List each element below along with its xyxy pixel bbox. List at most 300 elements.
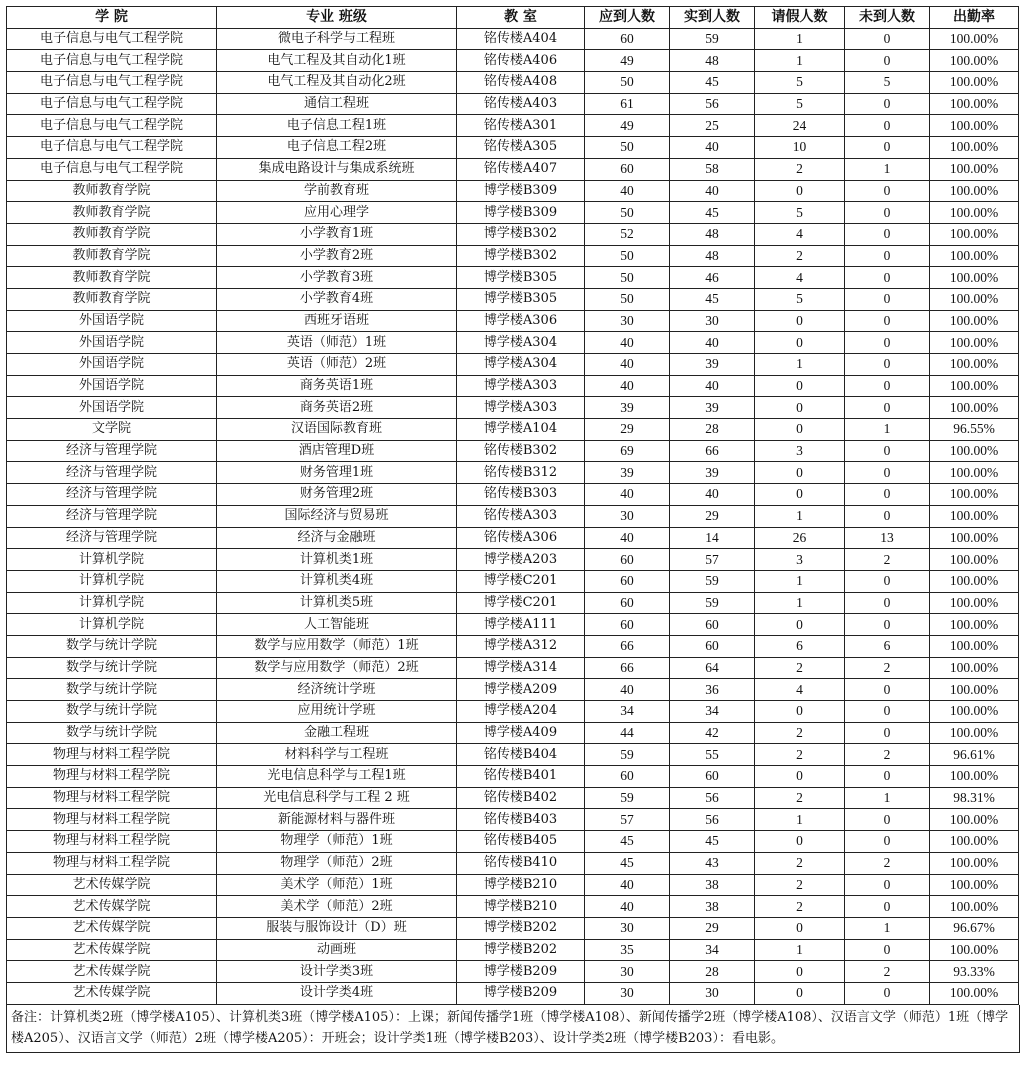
absent-count-cell: 0 (845, 93, 930, 115)
table-row (7, 137, 1019, 159)
attendance-rate-cell: 100.00% (930, 397, 1019, 419)
class-cell: 设计学类4班 (217, 982, 457, 1004)
expected-count-cell: 66 (585, 635, 670, 657)
college-cell: 数学与统计学院 (7, 701, 217, 723)
classroom-cell: 博学楼C201 (457, 570, 585, 592)
classroom-cell: 铭传楼A305 (457, 137, 585, 159)
leave-count-cell: 10 (755, 137, 845, 159)
expected-count-cell: 40 (585, 896, 670, 918)
college-cell: 数学与统计学院 (7, 679, 217, 701)
absent-count-cell: 0 (845, 722, 930, 744)
classroom-cell: 博学楼B309 (457, 202, 585, 224)
attendance-rate-cell: 100.00% (930, 635, 1019, 657)
classroom-cell: 铭传楼B302 (457, 440, 585, 462)
absent-count-cell: 0 (845, 505, 930, 527)
absent-count-cell: 0 (845, 874, 930, 896)
leave-count-cell: 1 (755, 570, 845, 592)
college-cell: 计算机学院 (7, 570, 217, 592)
absent-count-cell: 2 (845, 744, 930, 766)
classroom-cell: 博学楼A111 (457, 614, 585, 636)
classroom-cell: 铭传楼B404 (457, 744, 585, 766)
leave-count-cell: 0 (755, 484, 845, 506)
leave-count-cell: 5 (755, 202, 845, 224)
table-row (7, 809, 1019, 831)
college-cell: 经济与管理学院 (7, 440, 217, 462)
attendance-rate-cell: 100.00% (930, 679, 1019, 701)
college-cell: 经济与管理学院 (7, 527, 217, 549)
table-row (7, 158, 1019, 180)
absent-count-cell: 0 (845, 701, 930, 723)
college-cell: 教师教育学院 (7, 288, 217, 310)
present-count-cell: 59 (670, 28, 755, 50)
college-cell: 电子信息与电气工程学院 (7, 28, 217, 50)
leave-count-cell: 3 (755, 440, 845, 462)
absent-count-cell: 1 (845, 419, 930, 441)
expected-count-cell: 40 (585, 874, 670, 896)
leave-count-cell: 2 (755, 896, 845, 918)
leave-count-cell: 3 (755, 549, 845, 571)
table-row (7, 245, 1019, 267)
expected-count-cell: 40 (585, 679, 670, 701)
college-cell: 经济与管理学院 (7, 505, 217, 527)
classroom-cell: 博学楼A409 (457, 722, 585, 744)
present-count-cell: 56 (670, 93, 755, 115)
attendance-rate-cell: 100.00% (930, 223, 1019, 245)
absent-count-cell: 0 (845, 614, 930, 636)
expected-count-cell: 66 (585, 657, 670, 679)
present-count-cell: 57 (670, 549, 755, 571)
attendance-rate-cell: 100.00% (930, 592, 1019, 614)
table-row (7, 288, 1019, 310)
table-row (7, 202, 1019, 224)
attendance-rate-cell: 98.31% (930, 787, 1019, 809)
leave-count-cell: 4 (755, 267, 845, 289)
present-count-cell: 40 (670, 375, 755, 397)
expected-count-cell: 60 (585, 570, 670, 592)
class-cell: 服装与服饰设计（D）班 (217, 917, 457, 939)
table-row (7, 679, 1019, 701)
table-row (7, 484, 1019, 506)
table-row (7, 961, 1019, 983)
expected-count-cell: 52 (585, 223, 670, 245)
classroom-cell: 博学楼A304 (457, 332, 585, 354)
attendance-rate-cell: 96.67% (930, 917, 1019, 939)
attendance-rate-cell: 100.00% (930, 28, 1019, 50)
attendance-rate-cell: 100.00% (930, 72, 1019, 94)
classroom-cell: 博学楼A304 (457, 354, 585, 376)
absent-count-cell: 0 (845, 137, 930, 159)
attendance-rate-cell: 100.00% (930, 614, 1019, 636)
present-count-cell: 39 (670, 354, 755, 376)
present-count-cell: 58 (670, 158, 755, 180)
attendance-rate-cell: 100.00% (930, 180, 1019, 202)
absent-count-cell: 1 (845, 787, 930, 809)
absent-count-cell: 0 (845, 310, 930, 332)
college-cell: 教师教育学院 (7, 267, 217, 289)
college-cell: 电子信息与电气工程学院 (7, 158, 217, 180)
header-attendance-rate: 出勤率 (930, 7, 1019, 29)
classroom-cell: 博学楼A104 (457, 419, 585, 441)
expected-count-cell: 69 (585, 440, 670, 462)
absent-count-cell: 0 (845, 50, 930, 72)
header-row (7, 7, 1019, 29)
leave-count-cell: 1 (755, 50, 845, 72)
class-cell: 通信工程班 (217, 93, 457, 115)
present-count-cell: 38 (670, 896, 755, 918)
class-cell: 财务管理2班 (217, 484, 457, 506)
leave-count-cell: 2 (755, 852, 845, 874)
table-row (7, 267, 1019, 289)
leave-count-cell: 1 (755, 939, 845, 961)
college-cell: 教师教育学院 (7, 245, 217, 267)
classroom-cell: 博学楼A306 (457, 310, 585, 332)
classroom-cell: 铭传楼B405 (457, 831, 585, 853)
classroom-cell: 铭传楼A407 (457, 158, 585, 180)
class-cell: 电子信息工程1班 (217, 115, 457, 137)
present-count-cell: 38 (670, 874, 755, 896)
expected-count-cell: 60 (585, 766, 670, 788)
classroom-cell: 博学楼A209 (457, 679, 585, 701)
present-count-cell: 56 (670, 787, 755, 809)
expected-count-cell: 49 (585, 115, 670, 137)
table-row (7, 939, 1019, 961)
leave-count-cell: 0 (755, 831, 845, 853)
absent-count-cell: 0 (845, 592, 930, 614)
class-cell: 西班牙语班 (217, 310, 457, 332)
expected-count-cell: 50 (585, 72, 670, 94)
leave-count-cell: 24 (755, 115, 845, 137)
present-count-cell: 14 (670, 527, 755, 549)
class-cell: 光电信息科学与工程1班 (217, 766, 457, 788)
college-cell: 电子信息与电气工程学院 (7, 50, 217, 72)
expected-count-cell: 34 (585, 701, 670, 723)
class-cell: 电子信息工程2班 (217, 137, 457, 159)
classroom-cell: 博学楼B209 (457, 961, 585, 983)
class-cell: 英语（师范）1班 (217, 332, 457, 354)
absent-count-cell: 2 (845, 852, 930, 874)
header-absent: 未到人数 (845, 7, 930, 29)
attendance-rate-cell: 100.00% (930, 766, 1019, 788)
attendance-rate-cell: 100.00% (930, 50, 1019, 72)
college-cell: 计算机学院 (7, 549, 217, 571)
class-cell: 财务管理1班 (217, 462, 457, 484)
college-cell: 物理与材料工程学院 (7, 852, 217, 874)
classroom-cell: 博学楼A314 (457, 657, 585, 679)
present-count-cell: 48 (670, 245, 755, 267)
present-count-cell: 36 (670, 679, 755, 701)
leave-count-cell: 0 (755, 701, 845, 723)
leave-count-cell: 0 (755, 397, 845, 419)
leave-count-cell: 2 (755, 722, 845, 744)
class-cell: 应用心理学 (217, 202, 457, 224)
attendance-rate-cell: 100.00% (930, 722, 1019, 744)
class-cell: 经济统计学班 (217, 679, 457, 701)
attendance-rate-cell: 100.00% (930, 527, 1019, 549)
table-row (7, 50, 1019, 72)
attendance-rate-cell: 100.00% (930, 809, 1019, 831)
absent-count-cell: 0 (845, 570, 930, 592)
header-classroom: 教 室 (457, 7, 585, 29)
absent-count-cell: 0 (845, 332, 930, 354)
leave-count-cell: 2 (755, 158, 845, 180)
classroom-cell: 铭传楼A406 (457, 50, 585, 72)
leave-count-cell: 0 (755, 462, 845, 484)
expected-count-cell: 45 (585, 831, 670, 853)
absent-count-cell: 0 (845, 896, 930, 918)
college-cell: 经济与管理学院 (7, 484, 217, 506)
attendance-rate-cell: 100.00% (930, 505, 1019, 527)
classroom-cell: 铭传楼A301 (457, 115, 585, 137)
table-row (7, 614, 1019, 636)
attendance-rate-cell: 100.00% (930, 245, 1019, 267)
present-count-cell: 43 (670, 852, 755, 874)
expected-count-cell: 39 (585, 397, 670, 419)
present-count-cell: 39 (670, 397, 755, 419)
absent-count-cell: 0 (845, 288, 930, 310)
class-cell: 汉语国际教育班 (217, 419, 457, 441)
leave-count-cell: 0 (755, 180, 845, 202)
class-cell: 应用统计学班 (217, 701, 457, 723)
class-cell: 商务英语2班 (217, 397, 457, 419)
class-cell: 微电子科学与工程班 (217, 28, 457, 50)
expected-count-cell: 30 (585, 310, 670, 332)
college-cell: 经济与管理学院 (7, 462, 217, 484)
table-row (7, 766, 1019, 788)
present-count-cell: 45 (670, 202, 755, 224)
attendance-sheet (6, 6, 1018, 1053)
leave-count-cell: 5 (755, 72, 845, 94)
table-row (7, 93, 1019, 115)
class-cell: 美术学（师范）2班 (217, 896, 457, 918)
attendance-rate-cell: 100.00% (930, 288, 1019, 310)
absent-count-cell: 2 (845, 961, 930, 983)
expected-count-cell: 60 (585, 158, 670, 180)
attendance-rate-cell: 100.00% (930, 982, 1019, 1004)
leave-count-cell: 5 (755, 93, 845, 115)
absent-count-cell: 6 (845, 635, 930, 657)
attendance-rate-cell: 96.55% (930, 419, 1019, 441)
leave-count-cell: 0 (755, 375, 845, 397)
table-row (7, 72, 1019, 94)
leave-count-cell: 1 (755, 354, 845, 376)
college-cell: 教师教育学院 (7, 180, 217, 202)
leave-count-cell: 0 (755, 614, 845, 636)
college-cell: 数学与统计学院 (7, 722, 217, 744)
classroom-cell: 铭传楼B403 (457, 809, 585, 831)
leave-count-cell: 1 (755, 28, 845, 50)
present-count-cell: 34 (670, 701, 755, 723)
classroom-cell: 博学楼B210 (457, 896, 585, 918)
absent-count-cell: 13 (845, 527, 930, 549)
table-row (7, 787, 1019, 809)
class-cell: 英语（师范）2班 (217, 354, 457, 376)
college-cell: 艺术传媒学院 (7, 874, 217, 896)
present-count-cell: 60 (670, 766, 755, 788)
absent-count-cell: 1 (845, 158, 930, 180)
leave-count-cell: 2 (755, 874, 845, 896)
table-row (7, 635, 1019, 657)
table-row (7, 917, 1019, 939)
classroom-cell: 博学楼B202 (457, 917, 585, 939)
attendance-rate-cell: 100.00% (930, 202, 1019, 224)
attendance-rate-cell: 100.00% (930, 657, 1019, 679)
expected-count-cell: 40 (585, 180, 670, 202)
absent-count-cell: 0 (845, 180, 930, 202)
classroom-cell: 博学楼A303 (457, 397, 585, 419)
attendance-rate-cell: 100.00% (930, 549, 1019, 571)
class-cell: 经济与金融班 (217, 527, 457, 549)
attendance-rate-cell: 100.00% (930, 896, 1019, 918)
expected-count-cell: 59 (585, 744, 670, 766)
present-count-cell: 45 (670, 72, 755, 94)
present-count-cell: 59 (670, 592, 755, 614)
attendance-rate-cell: 100.00% (930, 332, 1019, 354)
class-cell: 小学教育2班 (217, 245, 457, 267)
table-row (7, 462, 1019, 484)
table-row (7, 375, 1019, 397)
absent-count-cell: 0 (845, 354, 930, 376)
attendance-rate-cell: 100.00% (930, 137, 1019, 159)
expected-count-cell: 29 (585, 419, 670, 441)
absent-count-cell: 0 (845, 202, 930, 224)
classroom-cell: 铭传楼A306 (457, 527, 585, 549)
attendance-rate-cell: 100.00% (930, 310, 1019, 332)
classroom-cell: 博学楼B309 (457, 180, 585, 202)
table-row (7, 744, 1019, 766)
present-count-cell: 45 (670, 288, 755, 310)
present-count-cell: 56 (670, 809, 755, 831)
table-row (7, 874, 1019, 896)
expected-count-cell: 40 (585, 375, 670, 397)
college-cell: 外国语学院 (7, 332, 217, 354)
expected-count-cell: 39 (585, 462, 670, 484)
present-count-cell: 25 (670, 115, 755, 137)
present-count-cell: 48 (670, 50, 755, 72)
class-cell: 计算机类1班 (217, 549, 457, 571)
class-cell: 计算机类4班 (217, 570, 457, 592)
college-cell: 艺术传媒学院 (7, 939, 217, 961)
expected-count-cell: 30 (585, 505, 670, 527)
college-cell: 数学与统计学院 (7, 635, 217, 657)
table-row (7, 115, 1019, 137)
expected-count-cell: 30 (585, 961, 670, 983)
attendance-rate-cell: 100.00% (930, 939, 1019, 961)
college-cell: 物理与材料工程学院 (7, 744, 217, 766)
class-cell: 电气工程及其自动化1班 (217, 50, 457, 72)
present-count-cell: 40 (670, 332, 755, 354)
expected-count-cell: 57 (585, 809, 670, 831)
expected-count-cell: 35 (585, 939, 670, 961)
classroom-cell: 铭传楼B410 (457, 852, 585, 874)
attendance-rate-cell: 100.00% (930, 701, 1019, 723)
class-cell: 国际经济与贸易班 (217, 505, 457, 527)
expected-count-cell: 50 (585, 267, 670, 289)
absent-count-cell: 0 (845, 679, 930, 701)
expected-count-cell: 45 (585, 852, 670, 874)
class-cell: 金融工程班 (217, 722, 457, 744)
expected-count-cell: 30 (585, 917, 670, 939)
present-count-cell: 66 (670, 440, 755, 462)
college-cell: 计算机学院 (7, 592, 217, 614)
table-row (7, 657, 1019, 679)
table-row (7, 505, 1019, 527)
class-cell: 集成电路设计与集成系统班 (217, 158, 457, 180)
present-count-cell: 40 (670, 484, 755, 506)
leave-count-cell: 4 (755, 679, 845, 701)
classroom-cell: 铭传楼A403 (457, 93, 585, 115)
college-cell: 电子信息与电气工程学院 (7, 115, 217, 137)
college-cell: 物理与材料工程学院 (7, 831, 217, 853)
college-cell: 艺术传媒学院 (7, 917, 217, 939)
absent-count-cell: 0 (845, 223, 930, 245)
attendance-rate-cell: 100.00% (930, 831, 1019, 853)
class-cell: 小学教育1班 (217, 223, 457, 245)
absent-count-cell: 0 (845, 831, 930, 853)
present-count-cell: 28 (670, 419, 755, 441)
class-cell: 数学与应用数学（师范）1班 (217, 635, 457, 657)
college-cell: 外国语学院 (7, 310, 217, 332)
present-count-cell: 46 (670, 267, 755, 289)
college-cell: 电子信息与电气工程学院 (7, 93, 217, 115)
table-row (7, 527, 1019, 549)
classroom-cell: 博学楼B202 (457, 939, 585, 961)
table-row (7, 310, 1019, 332)
present-count-cell: 59 (670, 570, 755, 592)
present-count-cell: 34 (670, 939, 755, 961)
absent-count-cell: 0 (845, 267, 930, 289)
classroom-cell: 铭传楼B312 (457, 462, 585, 484)
classroom-cell: 博学楼B305 (457, 267, 585, 289)
attendance-rate-cell: 100.00% (930, 115, 1019, 137)
class-cell: 小学教育3班 (217, 267, 457, 289)
college-cell: 物理与材料工程学院 (7, 766, 217, 788)
attendance-rate-cell: 100.00% (930, 93, 1019, 115)
leave-count-cell: 1 (755, 505, 845, 527)
classroom-cell: 博学楼A204 (457, 701, 585, 723)
attendance-rate-cell: 100.00% (930, 852, 1019, 874)
present-count-cell: 60 (670, 614, 755, 636)
expected-count-cell: 60 (585, 614, 670, 636)
attendance-table (6, 6, 1019, 1005)
class-cell: 光电信息科学与工程 2 班 (217, 787, 457, 809)
leave-count-cell: 1 (755, 592, 845, 614)
attendance-rate-cell: 100.00% (930, 267, 1019, 289)
table-row (7, 397, 1019, 419)
college-cell: 教师教育学院 (7, 223, 217, 245)
expected-count-cell: 50 (585, 245, 670, 267)
leave-count-cell: 4 (755, 223, 845, 245)
present-count-cell: 29 (670, 505, 755, 527)
college-cell: 数学与统计学院 (7, 657, 217, 679)
college-cell: 教师教育学院 (7, 202, 217, 224)
college-cell: 艺术传媒学院 (7, 961, 217, 983)
absent-count-cell: 0 (845, 939, 930, 961)
table-row (7, 831, 1019, 853)
leave-count-cell: 0 (755, 982, 845, 1004)
table-row (7, 180, 1019, 202)
attendance-rate-cell: 100.00% (930, 484, 1019, 506)
class-cell: 学前教育班 (217, 180, 457, 202)
present-count-cell: 30 (670, 310, 755, 332)
table-row (7, 354, 1019, 376)
class-cell: 人工智能班 (217, 614, 457, 636)
classroom-cell: 博学楼A303 (457, 375, 585, 397)
classroom-cell: 博学楼B210 (457, 874, 585, 896)
present-count-cell: 55 (670, 744, 755, 766)
absent-count-cell: 5 (845, 72, 930, 94)
leave-count-cell: 0 (755, 961, 845, 983)
present-count-cell: 45 (670, 831, 755, 853)
